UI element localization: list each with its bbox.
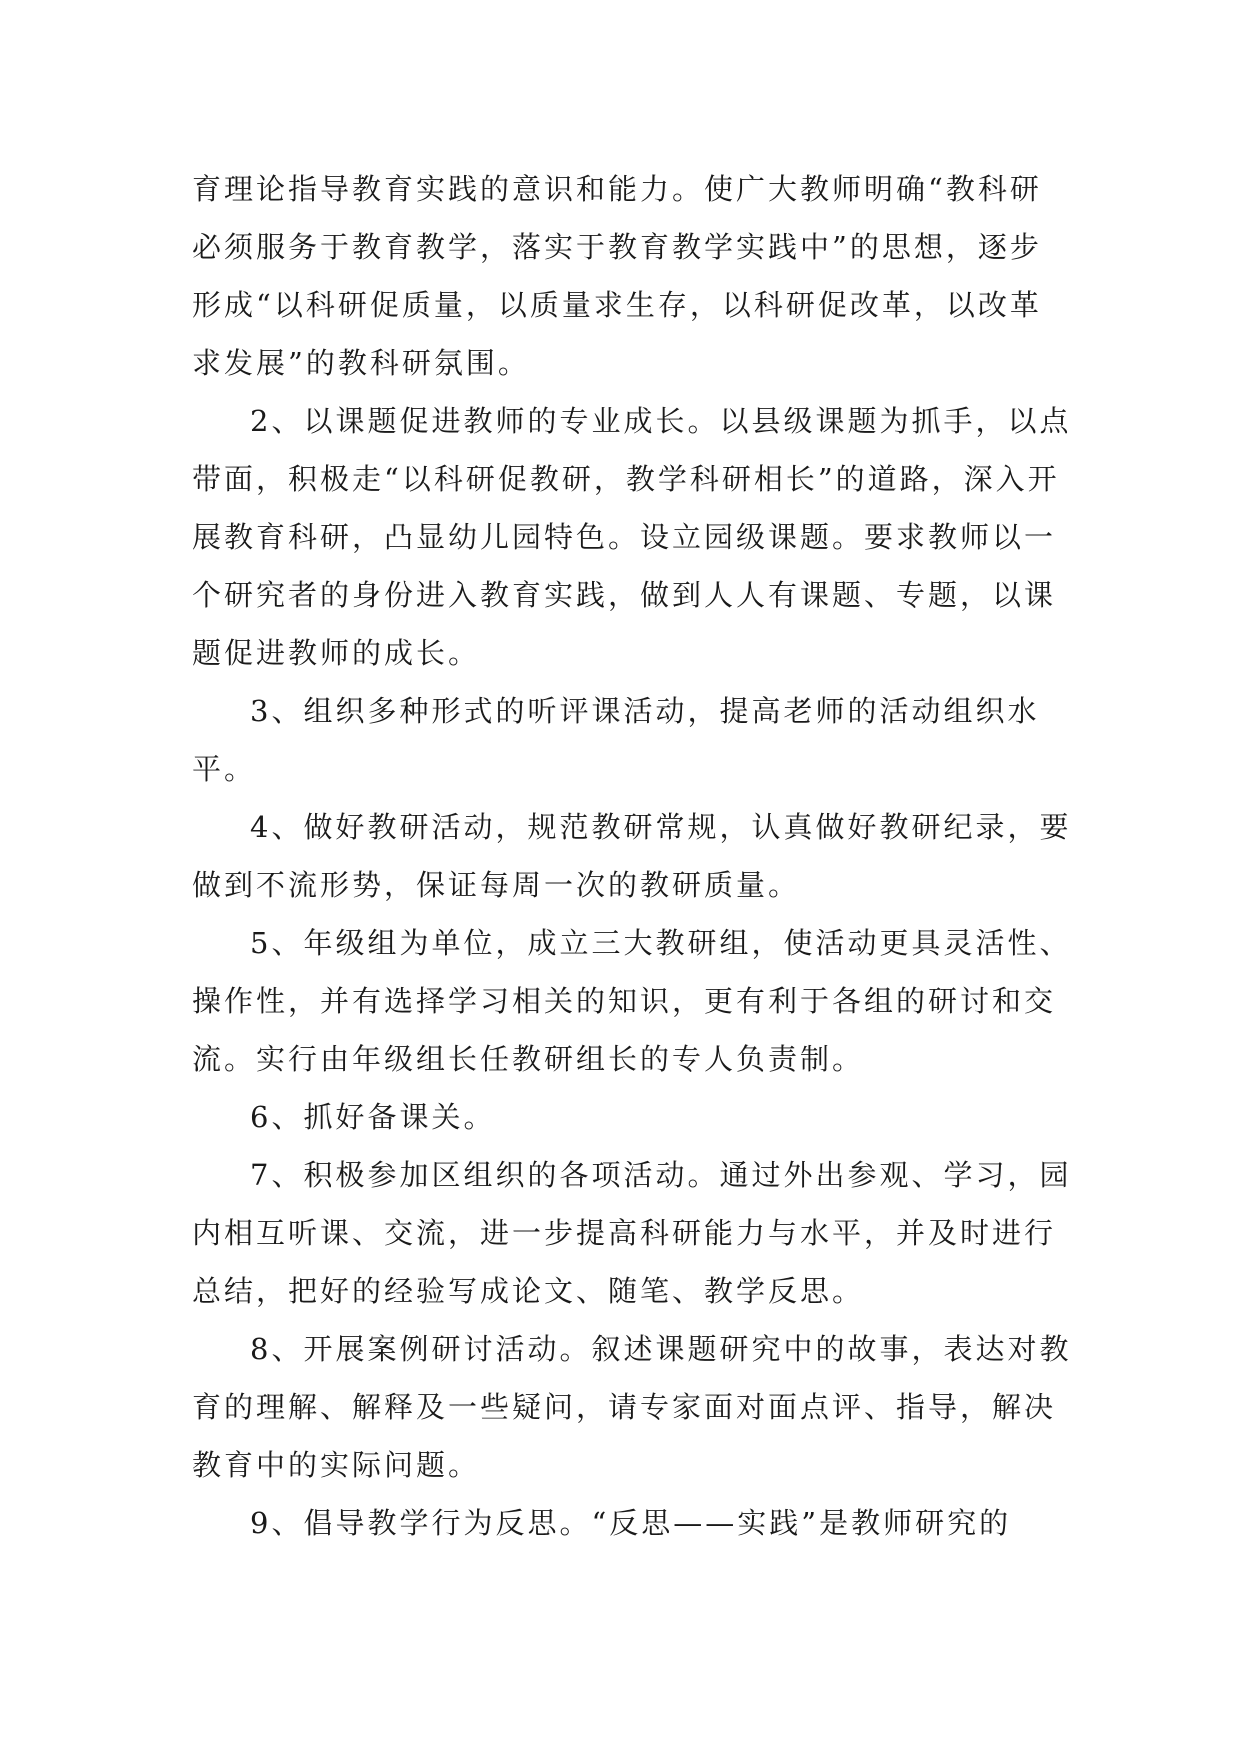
paragraph-item-2: 2、以课题促进教师的专业成长。以县级课题为抓手，以点带面，积极走“以科研促教研，教学科研相长”的道路，深入开展教育科研，凸显幼儿园特色。设立园级课题。要求教师以一个研究者的身份进入教育实践，做到人人有课题、专题，以课题促进教师的成长。 <box>192 404 1072 670</box>
paragraph-item-5: 5、年级组为单位，成立三大教研组，使活动更具灵活性、操作性，并有选择学习相关的知识，更有利于各组的研讨和交流。实行由年级组长任教研组长的专人负责制。 <box>192 926 1072 1076</box>
paragraph-item-7: 7、积极参加区组织的各项活动。通过外出参观、学习，园内相互听课、交流，进一步提高科研能力与水平，并及时进行总结，把好的经验写成论文、随笔、教学反思。 <box>192 1158 1072 1308</box>
paragraph-item-6: 6、抓好备课关。 <box>250 1100 496 1134</box>
paragraph-item-3: 3、组织多种形式的听评课活动，提高老师的活动组织水平。 <box>192 694 1040 786</box>
paragraph-continuation: 育理论指导教育实践的意识和能力。使广大教师明确“教科研必须服务于教育教学，落实于教育教学实践中”的思想，逐步形成“以科研促质量，以质量求生存，以科研促改革，以改革求发展”的教科研氛围。 <box>192 172 1042 380</box>
paragraph-item-4: 4、做好教研活动，规范教研常规，认真做好教研纪录，要做到不流形势，保证每周一次的教研质量。 <box>192 810 1072 902</box>
paragraph-item-8: 8、开展案例研讨活动。叙述课题研究中的故事，表达对教育的理解、解释及一些疑问，请专家面对面点评、指导，解决教育中的实际问题。 <box>192 1332 1072 1482</box>
document-body <box>192 160 1072 1552</box>
paragraph-item-9: 9、倡导教学行为反思。“反思——实践”是教师研究的 <box>250 1506 1012 1540</box>
